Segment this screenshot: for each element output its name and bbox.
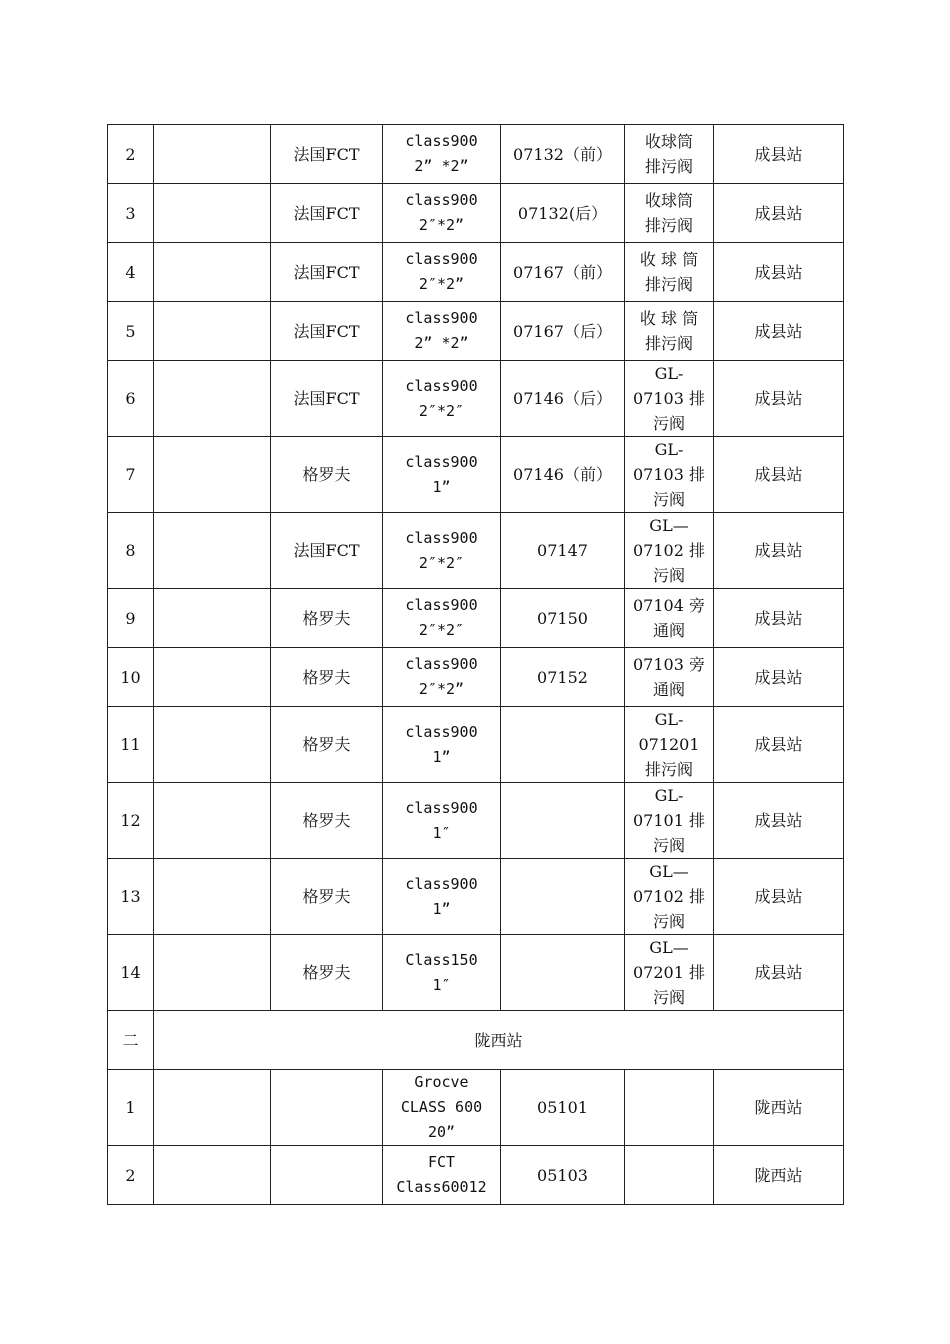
table-row — [108, 361, 844, 437]
tag-cell: 05103 — [501, 1146, 625, 1205]
description-cell — [625, 1070, 714, 1146]
table-row — [108, 1070, 844, 1146]
tag-cell: 07146（后） — [501, 361, 625, 437]
station-cell: 成县站 — [714, 361, 844, 437]
description-cell-line: 排污阀 — [644, 760, 693, 779]
station-cell: 成县站 — [714, 437, 844, 513]
description-cell-line: 通阀 — [652, 680, 685, 699]
description-cell-line: 污阀 — [652, 988, 685, 1007]
remark-cell — [154, 648, 271, 707]
row-number: 4 — [108, 243, 154, 302]
section-number: 二 — [108, 1011, 154, 1070]
description-cell — [625, 184, 714, 243]
row-number: 5 — [108, 302, 154, 361]
description-cell-line: 收 球 筒 — [639, 250, 699, 269]
spec-cell-line: 2″*2″ — [418, 553, 465, 572]
tag-cell: 07167（后） — [501, 302, 625, 361]
brand-cell: 法国FCT — [271, 243, 383, 302]
description-cell-line: 收球筒 — [644, 191, 693, 210]
table-row — [108, 437, 844, 513]
remark-cell — [154, 437, 271, 513]
spec-cell-line: class900 — [405, 309, 478, 327]
table-row — [108, 783, 844, 859]
remark-cell — [154, 513, 271, 589]
spec-cell — [383, 783, 501, 859]
tag-cell: 07152 — [501, 648, 625, 707]
spec-cell-line: 2″*2” — [418, 275, 465, 293]
spec-cell-line: CLASS 600 — [400, 1098, 483, 1116]
description-cell — [625, 648, 714, 707]
spec-cell — [383, 302, 501, 361]
spec-cell-line: 2” *2” — [414, 334, 469, 352]
remark-cell — [154, 783, 271, 859]
station-cell: 成县站 — [714, 859, 844, 935]
brand-cell: 法国FCT — [271, 361, 383, 437]
description-cell — [625, 302, 714, 361]
spec-cell-line: 2″*2” — [418, 216, 465, 234]
brand-cell: 法国FCT — [271, 125, 383, 184]
table-row — [108, 589, 844, 648]
spec-cell — [383, 361, 501, 437]
description-cell — [625, 513, 714, 589]
spec-cell-line: class900 — [405, 528, 478, 547]
spec-cell — [383, 707, 501, 783]
spec-cell-line: 2″*2″ — [418, 401, 465, 420]
section-header-row — [108, 1011, 844, 1070]
tag-cell — [501, 783, 625, 859]
description-cell — [625, 935, 714, 1011]
table-row — [108, 707, 844, 783]
description-cell-line: 排污阀 — [644, 216, 693, 235]
tag-cell — [501, 935, 625, 1011]
description-cell-line: 污阀 — [652, 414, 685, 433]
row-number: 11 — [108, 707, 154, 783]
spec-cell-line: 2″*2” — [418, 680, 465, 698]
brand-cell — [271, 1146, 383, 1205]
description-cell-line: 收球筒 — [644, 132, 693, 151]
description-cell — [625, 243, 714, 302]
spec-cell-line: class900 — [405, 596, 478, 614]
table-body — [108, 125, 844, 1205]
spec-cell-line: 1” — [432, 747, 451, 766]
remark-cell — [154, 707, 271, 783]
spec-cell-line: class900 — [405, 452, 478, 471]
brand-cell: 格罗夫 — [271, 707, 383, 783]
description-cell-line: 07101 排 — [633, 811, 705, 830]
tag-cell: 05101 — [501, 1070, 625, 1146]
table-row — [108, 513, 844, 589]
description-cell-line: 通阀 — [652, 621, 685, 640]
remark-cell — [154, 184, 271, 243]
valve-table — [107, 124, 844, 1205]
spec-cell-line: 2″*2″ — [418, 621, 465, 639]
table-row — [108, 243, 844, 302]
description-cell — [625, 589, 714, 648]
description-cell — [625, 783, 714, 859]
spec-cell — [383, 513, 501, 589]
remark-cell — [154, 1070, 271, 1146]
row-number: 14 — [108, 935, 154, 1011]
row-number: 3 — [108, 184, 154, 243]
brand-cell: 法国FCT — [271, 513, 383, 589]
tag-cell: 07132(后） — [501, 184, 625, 243]
station-cell: 陇西站 — [714, 1070, 844, 1146]
table-row — [108, 859, 844, 935]
spec-cell-line: FCT — [427, 1153, 456, 1171]
description-cell-line: 07103 排 — [633, 389, 705, 408]
spec-cell-line: class900 — [405, 250, 478, 268]
spec-cell-line: class900 — [405, 722, 478, 741]
station-cell: 成县站 — [714, 707, 844, 783]
station-cell: 成县站 — [714, 589, 844, 648]
spec-cell — [383, 859, 501, 935]
description-cell — [625, 437, 714, 513]
spec-cell-line: class900 — [405, 132, 478, 150]
spec-cell — [383, 243, 501, 302]
table-row — [108, 648, 844, 707]
description-cell — [625, 707, 714, 783]
row-number: 13 — [108, 859, 154, 935]
description-cell-line: GL— — [649, 862, 689, 881]
remark-cell — [154, 859, 271, 935]
tag-cell: 07146（前） — [501, 437, 625, 513]
spec-cell — [383, 125, 501, 184]
spec-cell — [383, 184, 501, 243]
spec-cell-line: Class60012 — [396, 1178, 487, 1196]
description-cell — [625, 859, 714, 935]
section-title: 陇西站 — [154, 1011, 844, 1070]
table-row — [108, 302, 844, 361]
station-cell: 成县站 — [714, 935, 844, 1011]
tag-cell: 07147 — [501, 513, 625, 589]
station-cell: 成县站 — [714, 513, 844, 589]
spec-cell — [383, 648, 501, 707]
station-cell: 成县站 — [714, 125, 844, 184]
spec-cell-line: 1” — [432, 899, 451, 918]
station-cell: 成县站 — [714, 302, 844, 361]
row-number: 8 — [108, 513, 154, 589]
spec-cell — [383, 935, 501, 1011]
description-cell-line: 07201 排 — [633, 963, 705, 982]
station-cell: 陇西站 — [714, 1146, 844, 1205]
spec-cell-line: 1″ — [432, 823, 451, 842]
description-cell-line: 污阀 — [652, 836, 685, 855]
brand-cell: 格罗夫 — [271, 859, 383, 935]
remark-cell — [154, 243, 271, 302]
description-cell-line: 排污阀 — [644, 275, 693, 294]
station-cell: 成县站 — [714, 648, 844, 707]
spec-cell — [383, 589, 501, 648]
tag-cell: 07167（前） — [501, 243, 625, 302]
row-number: 10 — [108, 648, 154, 707]
brand-cell: 格罗夫 — [271, 648, 383, 707]
table-row — [108, 184, 844, 243]
description-cell — [625, 125, 714, 184]
description-cell-line: 07103 旁 — [633, 655, 705, 674]
row-number: 6 — [108, 361, 154, 437]
tag-cell — [501, 707, 625, 783]
table-row — [108, 125, 844, 184]
tag-cell — [501, 859, 625, 935]
brand-cell: 法国FCT — [271, 302, 383, 361]
spec-cell — [383, 437, 501, 513]
brand-cell: 格罗夫 — [271, 935, 383, 1011]
row-number: 9 — [108, 589, 154, 648]
spec-cell-line: class900 — [405, 874, 478, 893]
description-cell-line: 071201 — [638, 735, 700, 754]
description-cell-line: 收 球 筒 — [639, 309, 699, 328]
spec-cell-line: 1″ — [432, 975, 451, 994]
spec-cell-line: class900 — [405, 798, 478, 817]
spec-cell-line: Class150 — [405, 950, 478, 969]
description-cell-line: 污阀 — [652, 490, 685, 509]
remark-cell — [154, 935, 271, 1011]
row-number: 2 — [108, 125, 154, 184]
spec-cell — [383, 1146, 501, 1205]
row-number: 12 — [108, 783, 154, 859]
row-number: 2 — [108, 1146, 154, 1205]
table-row — [108, 1146, 844, 1205]
brand-cell: 格罗夫 — [271, 589, 383, 648]
description-cell-line: 07104 旁 — [633, 596, 705, 615]
spec-cell-line: class900 — [405, 376, 478, 395]
description-cell-line: GL— — [649, 938, 689, 957]
description-cell — [625, 361, 714, 437]
spec-cell-line: 1” — [432, 477, 451, 496]
row-number: 1 — [108, 1070, 154, 1146]
description-cell-line: GL- — [654, 710, 684, 729]
tag-cell: 07150 — [501, 589, 625, 648]
spec-cell-line: 20” — [427, 1123, 456, 1141]
tag-cell: 07132（前） — [501, 125, 625, 184]
spec-cell-line: 2” *2” — [414, 157, 469, 175]
spec-cell-line: class900 — [405, 191, 478, 209]
description-cell-line: 污阀 — [652, 566, 685, 585]
station-cell: 成县站 — [714, 184, 844, 243]
brand-cell: 格罗夫 — [271, 437, 383, 513]
description-cell-line: 07102 排 — [633, 887, 705, 906]
station-cell: 成县站 — [714, 243, 844, 302]
brand-cell: 法国FCT — [271, 184, 383, 243]
station-cell: 成县站 — [714, 783, 844, 859]
description-cell-line: 排污阀 — [644, 334, 693, 353]
remark-cell — [154, 302, 271, 361]
description-cell-line: 排污阀 — [644, 157, 693, 176]
description-cell — [625, 1146, 714, 1205]
remark-cell — [154, 125, 271, 184]
brand-cell: 格罗夫 — [271, 783, 383, 859]
remark-cell — [154, 361, 271, 437]
spec-cell-line: Grocve — [414, 1073, 469, 1091]
description-cell-line: GL- — [654, 364, 684, 383]
description-cell-line: GL- — [654, 440, 684, 459]
table-row — [108, 935, 844, 1011]
description-cell-line: GL- — [654, 786, 684, 805]
description-cell-line: 07103 排 — [633, 465, 705, 484]
description-cell-line: 07102 排 — [633, 541, 705, 560]
spec-cell-line: class900 — [405, 655, 478, 673]
spec-cell — [383, 1070, 501, 1146]
remark-cell — [154, 589, 271, 648]
description-cell-line: GL— — [649, 516, 689, 535]
description-cell-line: 污阀 — [652, 912, 685, 931]
remark-cell — [154, 1146, 271, 1205]
brand-cell — [271, 1070, 383, 1146]
row-number: 7 — [108, 437, 154, 513]
